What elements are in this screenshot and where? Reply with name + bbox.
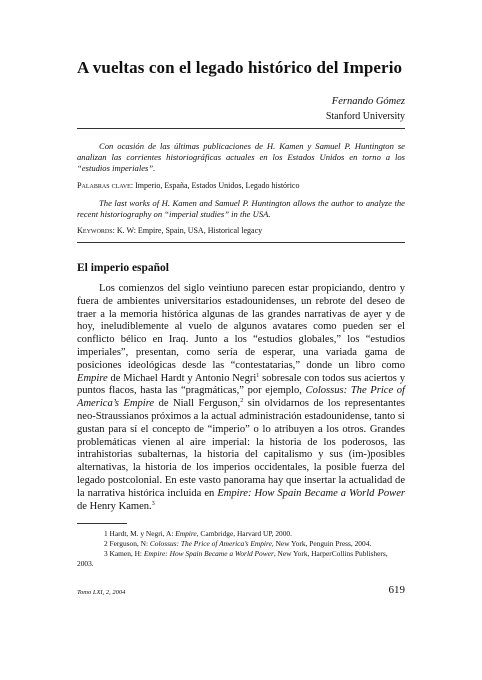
abstract-spanish: Con ocasión de las últimas publicaciones de H. Kamen y Samuel P. Huntington se analizan las corrientes historiográficas actuales en los Estados Unidos en torno a los “estudios imperiales”. <box>77 141 405 173</box>
footnote-ref-1: 1 <box>256 372 260 379</box>
footnote-title: Empire: How Spain Became a World Power <box>143 549 274 558</box>
author-name: Fernando Gómez <box>331 96 405 107</box>
keywords-english <box>77 226 405 236</box>
book-title-empire: Empire <box>77 372 108 384</box>
header-rule <box>77 128 405 129</box>
keywords-spanish-list: : Imperio, España, Estados Unidos, Legado histórico <box>130 181 300 190</box>
footnote-text: 2 Ferguson, N: <box>104 539 150 548</box>
abstract-english: The last works of H. Kamen and Samuel P. Huntington allows the author to analyze the recent historiography on “imperial studies” in the USA. <box>77 198 405 219</box>
abstract-rule <box>77 242 405 243</box>
footnotes <box>77 529 405 569</box>
body-text-run: de Michael Hardt y Antonio Negri <box>107 372 257 384</box>
body-text-run: sobresale con todos sus aciertos y puntos flacos, hasta las “pragmáticas,” por ejemplo, <box>77 372 405 397</box>
footnote-text: , New York, HarperCollins Publishers, 2003. <box>77 549 388 568</box>
section-heading: El imperio español <box>77 262 170 274</box>
footnote-title: Colossus: The Price of America’s Empire <box>149 539 272 548</box>
footnote-2 <box>77 539 405 549</box>
footnote-1 <box>77 529 405 539</box>
body-text-run: de Niall Ferguson, <box>154 398 241 410</box>
footnote-text: 3 Kamen, H: <box>104 549 144 558</box>
body-text-run: Los comienzos del siglo veintiuno parecen estar propiciando, dentro y fuera de ambientes universitarios estadounidenses, un rebrote del deseo de traer a la memoria histórica algunas de las grandes narrativas de ayer y de hoy, ineludiblemente al vuelo de algunos avatares como pueden ser el conflicto bélico en Iraq. Junto a los “estudios globales,” los “estudios imperiales”, presentan, como sería de esperar, una variada gama de posiciones ideológicas desde las “contestatarias,” donde un libro como <box>77 283 405 371</box>
footnote-text: , New York, Penguin Press, 2004. <box>271 539 372 548</box>
author-affiliation: Stanford University <box>325 111 405 122</box>
article-title: A vueltas con el legado histórico del Imperio <box>77 58 403 77</box>
body-paragraph <box>77 283 405 513</box>
body-text <box>77 283 405 513</box>
body-text-run: sin olvidarnos de los representantes neo-Straussianos próximos a la actual administración estadounidense, tanto si gustan para sí el concepto de “imperio” o lo atribuyen a los otros. Grandes problemáticas vienen al aire imperial: la historia de los poderosos, las intrahistorias subalternas, la historia del capitalismo y sus (im-)posibles alternativas, la historia de los imperios occidentales, la posible fuerza del legado postcolonial. En este vasto panorama hay que insertar la actualidad de la narrativa histórica incluida en <box>77 398 405 499</box>
footnote-ref-3: 3 <box>151 500 155 507</box>
book-title-spain: Empire: How Spain Became a World Power <box>217 487 405 499</box>
keywords-spanish <box>77 181 405 191</box>
keywords-spanish-label: Palabras clave <box>77 181 131 190</box>
keywords-english-label: Keywords <box>77 226 113 235</box>
journal-volume: Tomo LXI, 2, 2004 <box>77 589 126 596</box>
footnote-ref-2: 2 <box>240 398 244 405</box>
footnote-title: Empire <box>175 529 197 538</box>
footnote-text: 1 Hardt, M. y Negri, A: <box>104 529 176 538</box>
footnote-text: , Cambridge, Harvard UP, 2000. <box>196 529 292 538</box>
footnote-rule <box>77 523 127 524</box>
footnote-3 <box>77 549 405 569</box>
body-text-run: de Henry Kamen. <box>77 500 152 512</box>
book-title-colossus: Colossus: The Price of America’s Empire <box>77 385 405 410</box>
keywords-english-list: : K. W: Empire, Spain, USA, Historical legacy <box>112 226 263 235</box>
page-number: 619 <box>388 584 405 596</box>
